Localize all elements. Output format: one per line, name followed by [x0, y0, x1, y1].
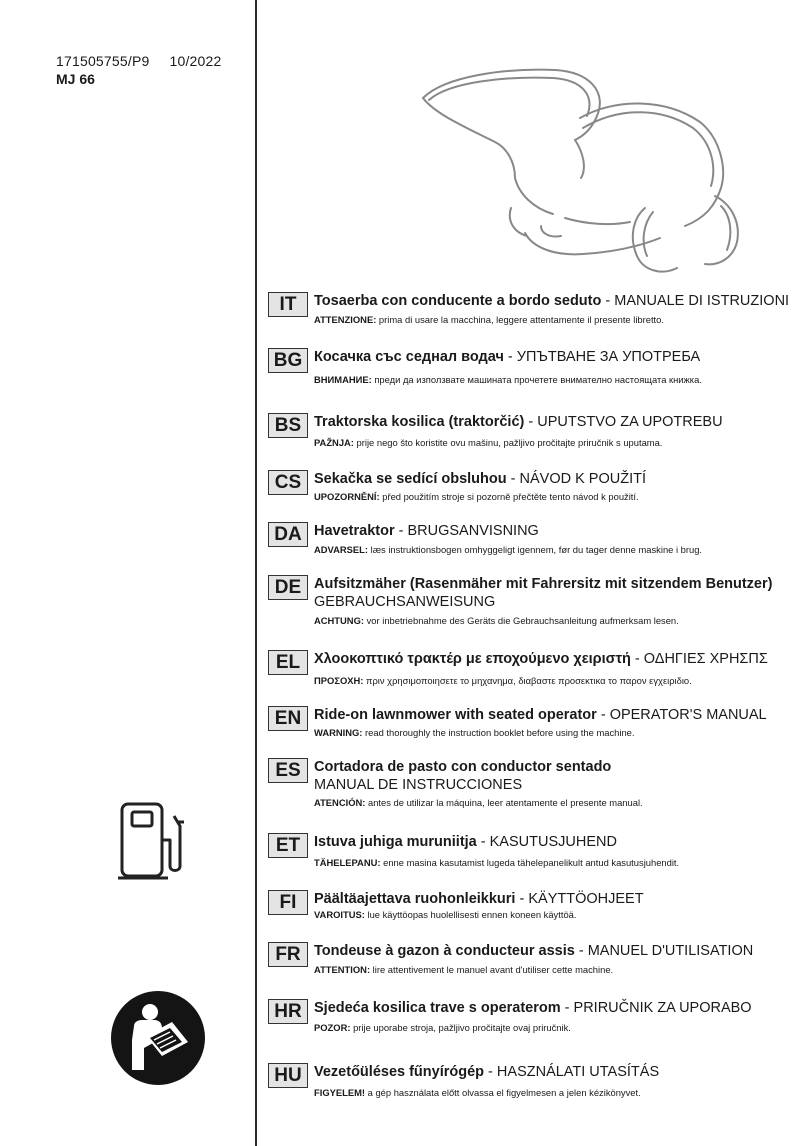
warning-text: ATTENZIONE: prima di usare la macchina, leggere attentamente il presente libretto.: [314, 314, 664, 325]
manual-title: Vezetőüléses fűnyírógép - HASZNÁLATI UTASÍTÁS: [314, 1064, 660, 1080]
language-code: BS: [268, 413, 308, 438]
warning-text: WARNING: read thoroughly the instruction booklet before using the machine.: [314, 727, 635, 738]
warning-text: ADVARSEL: læs instruktionsbogen omhyggeligt igennem, før du tager denne maskine i brug.: [314, 544, 703, 555]
part-number: 171505755/P9: [56, 53, 150, 69]
language-code: ES: [268, 758, 308, 783]
warning-text: ACHTUNG: vor inbetriebnahme des Geräts die Gebrauchsanleitung aufmerksam lesen.: [314, 615, 679, 626]
language-code: FI: [268, 890, 308, 915]
language-code: BG: [268, 348, 308, 373]
warning-text: ATTENTION: lire attentivement le manuel avant d'utiliser cette machine.: [314, 964, 614, 975]
language-code: CS: [268, 470, 308, 495]
language-code: DA: [268, 522, 308, 547]
warning-text: ΠΡΟΣΟΧΗ: πριν χρησιμοποιησετε το μηχανημα, διαβαστε προσεκτικα το παρον εγχειριδιο.: [314, 675, 692, 686]
warning-text: PAŽNJA: prije nego što koristite ovu mašinu, pažljivo pročitajte priručnik s uputama.: [314, 437, 663, 448]
language-code: HU: [268, 1063, 308, 1088]
model-name: MJ 66: [56, 71, 95, 87]
warning-text: ВНИМАНИЕ: преди да използвате машината прочетете внимателно настоящата книжка.: [314, 374, 702, 385]
warning-text: VAROITUS: lue käyttöopas huolellisesti ennen koneen käyttöä.: [314, 909, 577, 920]
warning-text: FIGYELEM! a gép használata előtt olvassa el figyelmesen a jelen kézikönyvet.: [314, 1087, 641, 1098]
tractor-outline-icon: [415, 58, 755, 280]
warning-text: TÄHELEPANU: enne masina kasutamist lugeda tähelepanelikult antud kasutusjuhendit.: [314, 857, 680, 868]
manual-title: Istuva juhiga muruniitja - KASUTUSJUHEND: [314, 834, 617, 850]
manual-title: Havetraktor - BRUGSANVISNING: [314, 523, 539, 539]
warning-text: ATENCIÓN: antes de utilizar la máquina, leer atentamente el presente manual.: [314, 797, 643, 808]
read-manual-icon: [110, 990, 206, 1086]
manual-title: Косачка със седнал водач - УПЪТВАНЕ ЗА УПОТРЕБА: [314, 349, 701, 365]
manual-title: Ride-on lawnmower with seated operator - OPERATOR'S MANUAL: [314, 707, 767, 723]
manual-title: Tondeuse à gazon à conducteur assis - MANUEL D'UTILISATION: [314, 943, 754, 959]
vertical-divider: [255, 0, 257, 1146]
fuel-pump-icon: [118, 800, 190, 882]
language-code: FR: [268, 942, 308, 967]
document-code: [56, 53, 222, 69]
language-code: HR: [268, 999, 308, 1024]
warning-text: POZOR: prije uporabe stroja, pažljivo pročitajte ovaj priručnik.: [314, 1022, 571, 1033]
manual-title: Sekačka se sedící obsluhou - NÁVOD K POUŽITÍ: [314, 471, 647, 487]
warning-text: UPOZORNĚNÍ: před použitím stroje si pozorně přečtěte tento návod k použití.: [314, 491, 639, 502]
manual-title: Cortadora de pasto con conductor sentado MANUAL DE INSTRUCCIONES: [314, 759, 612, 793]
manual-title: Päältäajettava ruohonleikkuri - KÄYTTÖOHJEET: [314, 891, 644, 907]
manual-title: Χλοοκοπτικό τρακτέρ με εποχούμενο χειριστή - ΟΔΗΓΙΕΣ ΧΡΗΣΠΣ: [314, 651, 768, 667]
edition-date: 10/2022: [169, 53, 222, 69]
language-code: EN: [268, 706, 308, 731]
manual-title: Traktorska kosilica (traktorčić) - UPUTSTVO ZA UPOTREBU: [314, 414, 723, 430]
manual-title: Aufsitzmäher (Rasenmäher mit Fahrersitz mit sitzendem Benutzer) GEBRAUCHSANWEISUNG: [314, 576, 773, 610]
language-code: IT: [268, 292, 308, 317]
language-code: DE: [268, 575, 308, 600]
language-code: EL: [268, 650, 308, 675]
manual-title: Sjedeća kosilica trave s operaterom - PRIRUČNIK ZA UPORABO: [314, 1000, 752, 1016]
manual-title: Tosaerba con conducente a bordo seduto - MANUALE DI ISTRUZIONI: [314, 293, 790, 309]
language-code: ET: [268, 833, 308, 858]
